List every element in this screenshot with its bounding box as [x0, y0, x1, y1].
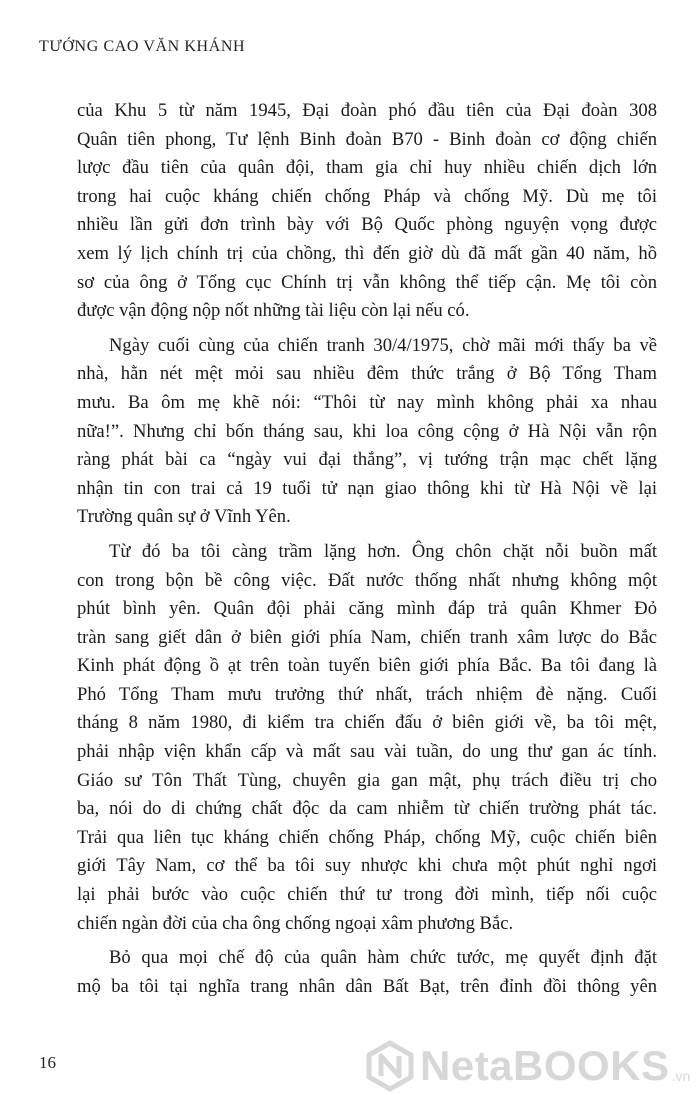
- text-line: tràn sang giết dân ở biên giới phía Nam, chiến tranh xâm lược do Bắc: [77, 626, 657, 648]
- text-line: ba, nói do di chứng chất độc da cam nhiễm từ chiến trường phát tác.: [77, 798, 657, 820]
- text-line: được vận động nộp nốt những tài liệu còn lại nếu có.: [77, 300, 470, 322]
- text-line: sơ của ông ở Tổng cục Chính trị vẫn không thể tiếp cận. Mẹ tôi còn: [77, 271, 657, 293]
- text-line: Kinh phát động ồ ạt trên toàn tuyến biên giới phía Bắc. Ba tôi đang là: [77, 655, 657, 677]
- text-line: Bỏ qua mọi chế độ của quân hàm chức tước, mẹ quyết định đặt: [109, 947, 657, 969]
- text-line: mộ ba tôi tại nghĩa trang nhân dân Bất Bạt, trên đỉnh đồi thông yên: [77, 975, 657, 997]
- text-line: nhà, hằn nét mệt mỏi sau nhiều đêm thức trắng ở Bộ Tổng Tham: [77, 363, 657, 385]
- text-line: Quân tiên phong, Tư lệnh Binh đoàn B70 - Binh đoàn cơ động chiến: [77, 128, 657, 150]
- text-line: lược đầu tiên của quân đội, tham gia chỉ huy nhiều chiến dịch lớn: [77, 157, 657, 179]
- text-line: ràng phát bài ca “ngày vui đại thắng”, vị tướng trận mạc chết lặng: [77, 449, 657, 471]
- paragraph-3: [77, 538, 657, 938]
- text-line: Trường quân sự ở Vĩnh Yên.: [77, 506, 291, 528]
- text-line: nữa!”. Nhưng chỉ bốn tháng sau, khi loa công cộng ở Hà Nội vẫn rộn: [77, 420, 657, 442]
- text-line: Giáo sư Tôn Thất Tùng, chuyên gia gan mật, phụ trách điều trị cho: [77, 769, 657, 791]
- watermark: [366, 1040, 690, 1092]
- text-line: Trải qua liên tục kháng chiến chống Pháp, chống Mỹ, cuộc chiến biên: [77, 826, 657, 848]
- paragraph-1: [77, 97, 657, 326]
- text-line: phải nhập viện khẩn cấp và mất sau vài tuần, do ung thư gan ác tính.: [77, 741, 657, 763]
- text-line: Từ đó ba tôi càng trầm lặng hơn. Ông chôn chặt nỗi buồn mất: [109, 540, 657, 562]
- watermark-text: NetaBOOKS: [420, 1042, 670, 1089]
- watermark-suffix: .vn: [671, 1068, 691, 1084]
- page-number: 16: [39, 1053, 56, 1072]
- text-line: Ngày cuối cùng của chiến tranh 30/4/1975, chờ mãi mới thấy ba về: [109, 334, 657, 356]
- text-line: mưu. Ba ôm mẹ khẽ nói: “Thôi từ nay mình không phải xa nhau: [77, 391, 657, 413]
- text-line: nhận tin con trai cả 19 tuổi tử nạn giao thông khi từ Hà Nội về lại: [77, 477, 657, 499]
- paragraph-4: [77, 944, 657, 1001]
- text-line: tháng 8 năm 1980, đi kiểm tra chiến đấu ở biên giới về, ba tôi mệt,: [77, 712, 657, 734]
- text-line: của Khu 5 từ năm 1945, Đại đoàn phó đầu tiên của Đại đoàn 308: [77, 100, 657, 121]
- text-line: chiến ngàn đời của cha ông chống ngoại xâm phương Bắc.: [77, 912, 514, 934]
- text-line: nhiều lần gửi đơn trình bày với Bộ Quốc phòng nguyện vọng được: [77, 214, 657, 236]
- running-header: TƯỚNG CAO VĂN KHÁNH: [39, 38, 246, 55]
- text-line: con trong bộn bề công việc. Đất nước thống nhất nhưng không một: [77, 569, 657, 591]
- netabooks-logo-icon: [366, 1040, 414, 1092]
- text-line: phút bình yên. Quân đội phải căng mình đáp trả quân Khmer Đỏ: [77, 598, 657, 620]
- text-line: Phó Tổng Tham mưu trưởng thứ nhất, trách nhiệm đè nặng. Cuối: [77, 683, 657, 705]
- text-line: trong hai cuộc kháng chiến chống Pháp và chống Mỹ. Dù mẹ tôi: [77, 185, 657, 207]
- text-line: xem lý lịch chính trị của chồng, thì đến giờ dù đã mất gần 40 năm, hồ: [77, 242, 657, 264]
- text-line: giới Tây Nam, cơ thể ba tôi suy nhược khi chưa một phút nghỉ ngơi: [77, 855, 657, 877]
- paragraph-2: [77, 332, 657, 532]
- text-line: lại phải bước vào cuộc chiến thứ tư trong đời mình, tiếp nối cuộc: [77, 884, 657, 906]
- body-text: [77, 97, 657, 1007]
